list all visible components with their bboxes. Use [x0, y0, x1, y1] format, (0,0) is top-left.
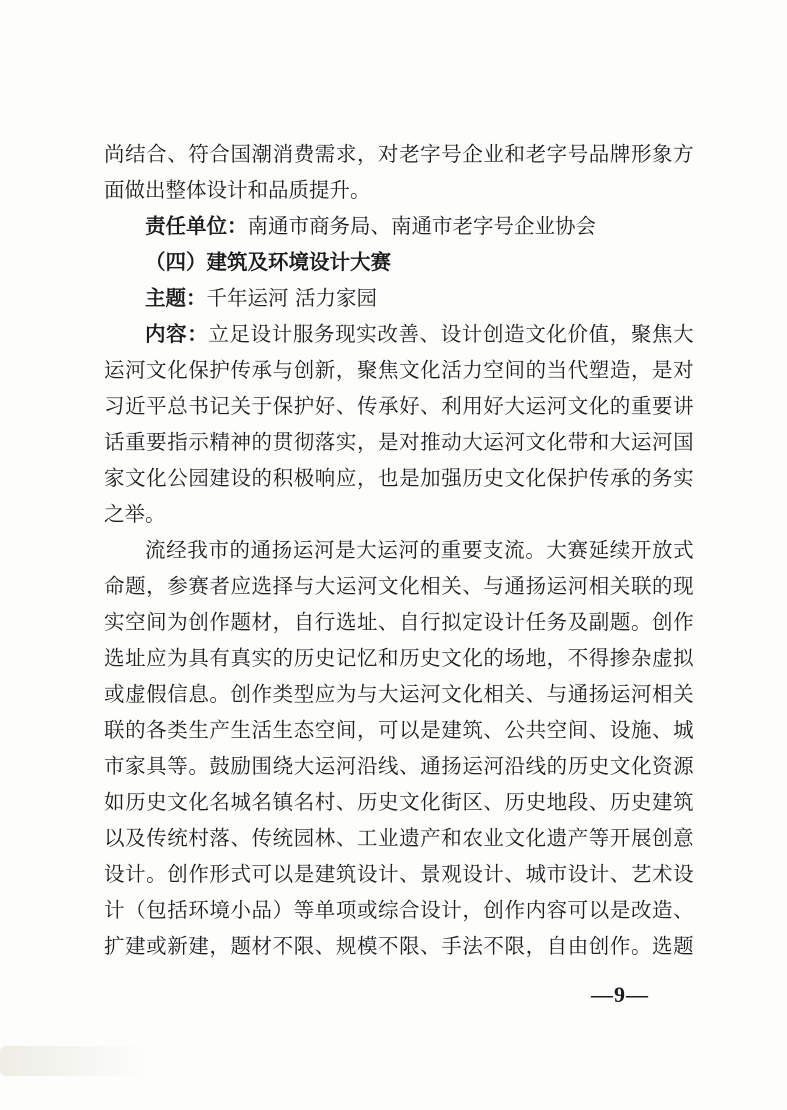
- text-line: [104, 172, 694, 208]
- line-text: 面做出整体设计和品质提升。: [104, 178, 371, 202]
- page-number: —9—: [591, 982, 649, 1007]
- paragraph-p6: [104, 532, 694, 964]
- text-line: 如 历 史 文 化 名 城 名 镇 名 村 、 历 史 文 化 街 区 、 历 史 地 段 、 历 史 建 筑: [104, 790, 694, 814]
- paragraph-p2: [104, 208, 694, 244]
- text-line: 计 （ 包 括 环 境 小 品 ） 等 单 项 或 综 合 设 计 ， 创 作 内 容 可 以 是 改 造 、: [104, 898, 694, 922]
- label-text: 主题：: [145, 286, 207, 310]
- text-line: 家 文 化 公 园 建 设 的 积 极 响 应 ， 也 是 加 强 历 史 文 化 保 护 传 承 的 务 实: [104, 466, 694, 490]
- paragraph-p1: [104, 136, 694, 208]
- text-line: 设 计 。 创 作 形 式 可 以 是 建 筑 设 计 、 景 观 设 计 、 城 市 设 计 、 艺 术 设: [104, 862, 694, 886]
- body-text: [104, 136, 694, 964]
- text-line: 扩 建 或 新 建 ， 题 材 不 限 、 规 模 不 限 、 手 法 不 限 ， 自 由 创 作 。 选 题: [104, 934, 694, 958]
- paragraph-p3: [104, 244, 694, 280]
- line-text: 南通市商务局、南通市老字号企业协会: [247, 214, 596, 238]
- text-line: 运 河 文 化 保 护 传 承 与 创 新 ， 聚 焦 文 化 活 力 空 间 的 当 代 塑 造 ， 是 对: [104, 358, 694, 382]
- text-line: [104, 208, 694, 244]
- text-line: 流 经 我 市 的 通 扬 运 河 是 大 运 河 的 重 要 支 流 。 大 赛 延 续 开 放 式: [145, 538, 694, 562]
- text-line: 内 容 ： 立 足 设 计 服 务 现 实 改 善 、 设 计 创 造 文 化 价 值 ， 聚 焦 大: [145, 322, 694, 346]
- line-text: 之举。: [104, 502, 166, 526]
- text-line: 实 空 间 为 创 作 题 材 ， 自 行 选 址 、 自 行 拟 定 设 计 任 务 及 副 题 。 创 作: [104, 610, 694, 634]
- scan-stain: [0, 1046, 150, 1076]
- text-line: 尚 结 合 、 符 合 国 潮 消 费 需 求 ， 对 老 字 号 企 业 和 老 字 号 品 牌 形 象 方: [104, 142, 694, 166]
- text-line: 市 家 具 等 。 鼓 励 围 绕 大 运 河 沿 线 、 通 扬 运 河 沿 线 的 历 史 文 化 资 源: [104, 754, 694, 778]
- label-text: 责任单位：: [145, 214, 248, 238]
- text-line: 选 址 应 为 具 有 真 实 的 历 史 记 忆 和 历 史 文 化 的 场 地 ， 不 得 掺 杂 虚 拟: [104, 646, 694, 670]
- line-text: 千年运河 活力家园: [206, 286, 378, 310]
- text-line: 话 重 要 指 示 精 神 的 贯 彻 落 实 ， 是 对 推 动 大 运 河 文 化 带 和 大 运 河 国: [104, 430, 694, 454]
- text-line: 以 及 传 统 村 落 、 传 统 园 林 、 工 业 遗 产 和 农 业 文 化 遗 产 等 开 展 创 意: [104, 826, 694, 850]
- text-line: [104, 244, 694, 280]
- text-line: 联 的 各 类 生 产 生 活 生 态 空 间 ， 可 以 是 建 筑 、 公 共 空 间 、 设 施 、 城: [104, 718, 694, 742]
- text-line: [104, 280, 694, 316]
- label-text: （四）建筑及环境设计大赛: [145, 250, 391, 274]
- paragraph-p4: [104, 280, 694, 316]
- text-line: 习 近 平 总 书 记 关 于 保 护 好 、 传 承 好 、 利 用 好 大 运 河 文 化 的 重 要 讲: [104, 394, 694, 418]
- text-line: 命 题 ， 参 赛 者 应 选 择 与 大 运 河 文 化 相 关 、 与 通 扬 运 河 相 关 联 的 现: [104, 574, 694, 598]
- paragraph-p5: [104, 316, 694, 532]
- text-line: 或 虚 假 信 息 。 创 作 类 型 应 为 与 大 运 河 文 化 相 关 、 与 通 扬 运 河 相 关: [104, 682, 694, 706]
- text-line: [104, 496, 694, 532]
